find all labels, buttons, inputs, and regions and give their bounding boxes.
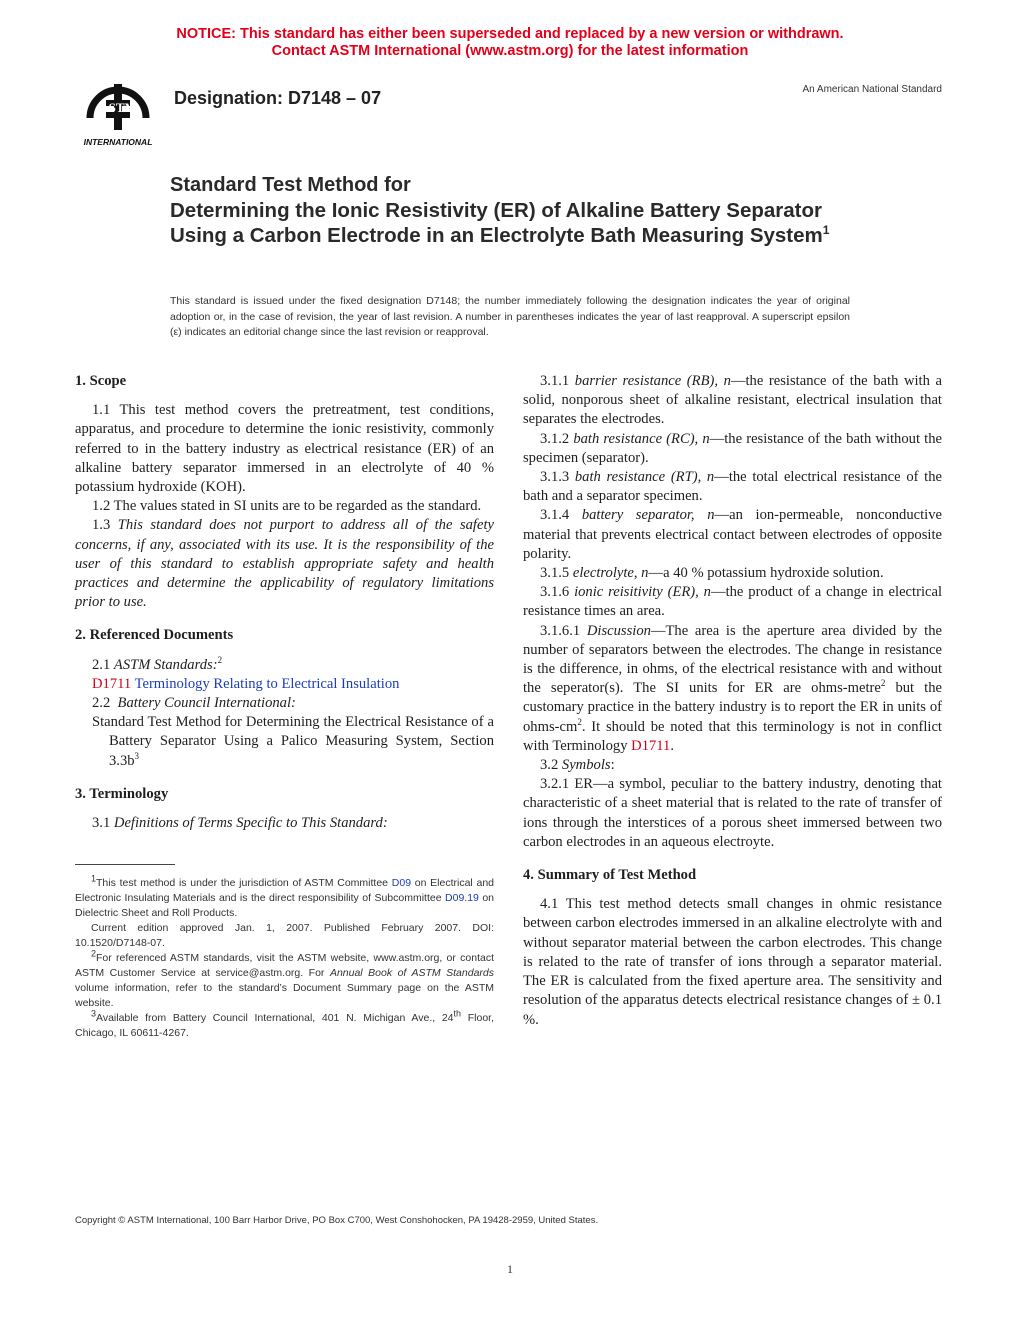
footnote-3-a: Available from Battery Council International, 401 N. Michigan Ave., 24: [96, 1012, 454, 1024]
para-3-2-num: 3.2: [540, 757, 559, 774]
footnote-1-a: This test method is under the jurisdiction of ASTM Committee: [96, 877, 389, 889]
footnote-2-b: volume information, refer to the standard’s Document Summary page on the ASTM website.: [75, 982, 494, 1009]
footnote-3: [75, 1008, 495, 1041]
def-3-1-1: [523, 372, 942, 430]
bci-reference: [92, 713, 494, 771]
american-national-standard: An American National Standard: [802, 84, 942, 95]
logo-letters: ASTM: [99, 100, 137, 115]
footnote-2-mark: 2: [91, 948, 97, 959]
para-3-2-1: 3.2.1 ER—a symbol, peculiar to the battery industry, denoting that characteristic of a sheet material that is related to the rate of transfer of ions through the interstices of a porous sheet immersed between two carbon electrodes in an aqueous electroyte.: [523, 776, 942, 850]
discussion-num: 3.1.6.1: [540, 622, 581, 639]
def-3-1-1-def: —the resistance of the bath with a solid, nonporous sheet of alkaline resistant, electrical insulation that separates the electrodes.: [523, 373, 942, 428]
title-text: Determining the Ionic Resistivity (ER) of Alkaline Battery Separator Using a Carbon Electrode in an Electrolyte Bath Measuring System: [170, 199, 823, 247]
page-title: [170, 198, 870, 248]
def-3-1-6-num: 3.1.6: [540, 584, 570, 601]
para-2-1: [75, 656, 494, 675]
footnote-2: [75, 948, 494, 1011]
def-3-1-4-def: —an ion-permeable, nonconductive material that prevents electrical contact between electrodes of opposite polarity.: [523, 507, 942, 562]
def-3-1-2: [523, 430, 942, 468]
notice-line-2: Contact ASTM International (www.astm.org) for the latest information: [271, 43, 749, 59]
def-3-1-2-term: bath resistance (RC), n: [573, 430, 710, 447]
para-1-2: 1.2 The values stated in SI units are to be regarded as the standard.: [92, 498, 482, 515]
para-2-1-num: 2.1: [92, 656, 111, 673]
issued-note: This standard is issued under the fixed designation D7148; the number immediately following the designation indicates the year of original adoption or, in the case of revision, the year of last revision. A number in parentheses indicates the year of last reapproval. A superscript epsilon (ε) indicates an editorial change since the last revision or reapproval.: [170, 295, 850, 338]
def-3-1-2-num: 3.1.2: [540, 430, 570, 447]
para-2-2-num: 2.2: [92, 695, 111, 712]
left-column: [75, 372, 494, 833]
para-4-1: 4.1 This test method detects small changes in ohmic resistance between carbon electrodes immersed in an alkaline electrolyte with and without separator material between the carbon electrodes. This change is related to the rate of transfer of ions through a separator material. The ER is calculated from the fixed aperture area. The sensitivity and resolution of the apparatus detects electrical resistance changes of ± 0.1 %.: [523, 896, 942, 1028]
def-3-1-6-term: ionic reisitivity (ER), n: [574, 584, 711, 601]
ref-d1711-code[interactable]: D1711: [92, 675, 132, 692]
footnote-2-italic: Annual Book of ASTM Standards: [329, 967, 494, 979]
astm-logo-icon: [76, 74, 160, 148]
def-3-1-5-num: 3.1.5: [540, 565, 570, 582]
discussion-b: but the customary practice in the battery industry is to report the ER in units of ohms-cm: [523, 680, 942, 735]
para-2-1-sup: 2: [217, 654, 223, 665]
ref-d1711-title[interactable]: Terminology Relating to Electrical Insulation: [134, 675, 400, 692]
para-3-1: [75, 814, 494, 833]
bci-reference-text: Standard Test Method for Determining the Electrical Resistance of a Battery Separator Using a Palico Measuring System, Section 3.3b: [92, 714, 494, 769]
discussion-sup-1: 2: [880, 678, 886, 689]
discussion-term: Discussion: [586, 622, 651, 639]
def-3-1-6: [523, 583, 942, 621]
footnote-3-sup: th: [453, 1008, 462, 1019]
footnote-1-b: on Electrical and Electronic Insulating Materials and is the direct responsibility of Subcommittee: [75, 877, 494, 904]
ref-d1711[interactable]: [75, 675, 494, 694]
para-3-2: [523, 756, 942, 775]
astm-logo: [76, 74, 160, 148]
discussion-3-1-6-1: [523, 622, 942, 756]
designation: Designation: D7148 – 07: [174, 88, 382, 108]
def-3-1-5: [523, 564, 942, 583]
notice-line-1: NOTICE: This standard has either been superseded and replaced by a new version or withdrawn.: [176, 26, 844, 42]
title-footnote-mark: 1: [822, 223, 830, 238]
para-3-1-num: 3.1: [92, 815, 111, 832]
section-3-heading: 3. Terminology: [75, 785, 169, 802]
def-3-1-5-term: electrolyte, n: [572, 565, 649, 582]
para-1-1: 1.1 This test method covers the pretreatment, test conditions, apparatus, and procedure to determine the ionic resistivity, commonly referred to in the battery industry as electrical resistance (ER) of an alkaline battery separator immersed in an electrolyte of 40 % potassium hydroxide (KOH).: [75, 402, 494, 496]
para-3-2-colon: :: [610, 757, 615, 774]
def-3-1-6-def: —the product of a change in electrical resistance times an area.: [523, 584, 943, 620]
def-3-1-4-num: 3.1.4: [540, 507, 570, 524]
footnote-2-a: For referenced ASTM standards, visit the ASTM website, www.astm.org, or contact ASTM Customer Service at service@astm.org. For: [75, 952, 494, 979]
discussion-a: —The area is the aperture area divided by the number of separators between the electrodes. The change in resistance is the difference, in ohms, of the electrical resistance with and without the seperator(s). The SI units for ER are ohms-metre: [523, 622, 942, 697]
footnote-1-link-d09[interactable]: D09: [391, 877, 412, 889]
def-3-1-3-term: bath resistance (RT), n: [574, 469, 715, 486]
def-3-1-3: [523, 468, 942, 506]
para-2-1-text: ASTM Standards:: [113, 656, 218, 673]
footnote-edition: Current edition approved Jan. 1, 2007. Published February 2007. DOI: 10.1520/D7148-07.: [75, 922, 494, 949]
def-3-1-3-def: —the total electrical resistance of the bath and a separator specimen.: [523, 469, 942, 505]
discussion-sup-2: 2: [577, 716, 582, 727]
discussion-c: . It should be noted that this terminology is not in conflict with Terminology: [523, 718, 942, 754]
footnote-1: [75, 873, 495, 921]
withdrawn-notice: [0, 26, 1020, 60]
def-3-1-3-num: 3.1.3: [540, 469, 570, 486]
def-3-1-2-def: —the resistance of the bath without the specimen (separator).: [523, 430, 942, 466]
para-1-3-text: This standard does not purport to address all of the safety concerns, if any, associated with its use. It is the responsibility of the user of this standard to establish appropriate safety and health practices and determine the applicability of regulatory limitations prior to use.: [75, 517, 494, 611]
para-2-2: [75, 694, 494, 713]
para-1-3: [75, 516, 494, 612]
footnote-1-c: on Dielectric Sheet and Roll Products.: [75, 892, 495, 919]
right-column: [523, 372, 942, 1030]
copyright: Copyright © ASTM International, 100 Barr Harbor Drive, PO Box C700, West Conshohocken, PA 19428-2959, United States.: [75, 1215, 599, 1226]
def-3-1-4-term: battery separator, n: [581, 507, 715, 524]
discussion-d: .: [670, 737, 674, 754]
section-4-heading: 4. Summary of Test Method: [523, 867, 697, 884]
title-line-1: Standard Test Method for: [170, 174, 411, 196]
footnote-1-link-d0919[interactable]: D09.19: [445, 892, 479, 904]
def-3-1-4: [523, 506, 942, 564]
def-3-1-5-def: —a 40 % potassium hydroxide solution.: [648, 565, 884, 582]
def-3-1-1-num: 3.1.1: [540, 373, 570, 389]
footnote-3-mark: 3: [91, 1008, 97, 1019]
def-3-1-1-term: barrier resistance (RB), n: [574, 373, 731, 389]
footnote-1-mark: 1: [91, 873, 97, 884]
section-2-heading: 2. Referenced Documents: [75, 627, 234, 644]
page-number: 1: [507, 1262, 513, 1276]
footnotes: [75, 873, 495, 1041]
footnote-3-b: Floor, Chicago, IL 60611-4267.: [75, 1012, 495, 1039]
bci-reference-sup: 3: [134, 750, 140, 761]
para-3-1-text: Definitions of Terms Specific to This Standard:: [113, 815, 388, 832]
para-2-2-text: Battery Council International:: [117, 695, 296, 712]
section-1-heading: 1. Scope: [75, 373, 127, 389]
para-1-3-num: 1.3: [92, 517, 111, 534]
logo-subtitle: INTERNATIONAL: [83, 137, 153, 147]
para-3-2-text: Symbols: [561, 757, 611, 774]
discussion-link-d1711[interactable]: D1711: [631, 737, 671, 754]
footnote-rule: [75, 864, 175, 865]
